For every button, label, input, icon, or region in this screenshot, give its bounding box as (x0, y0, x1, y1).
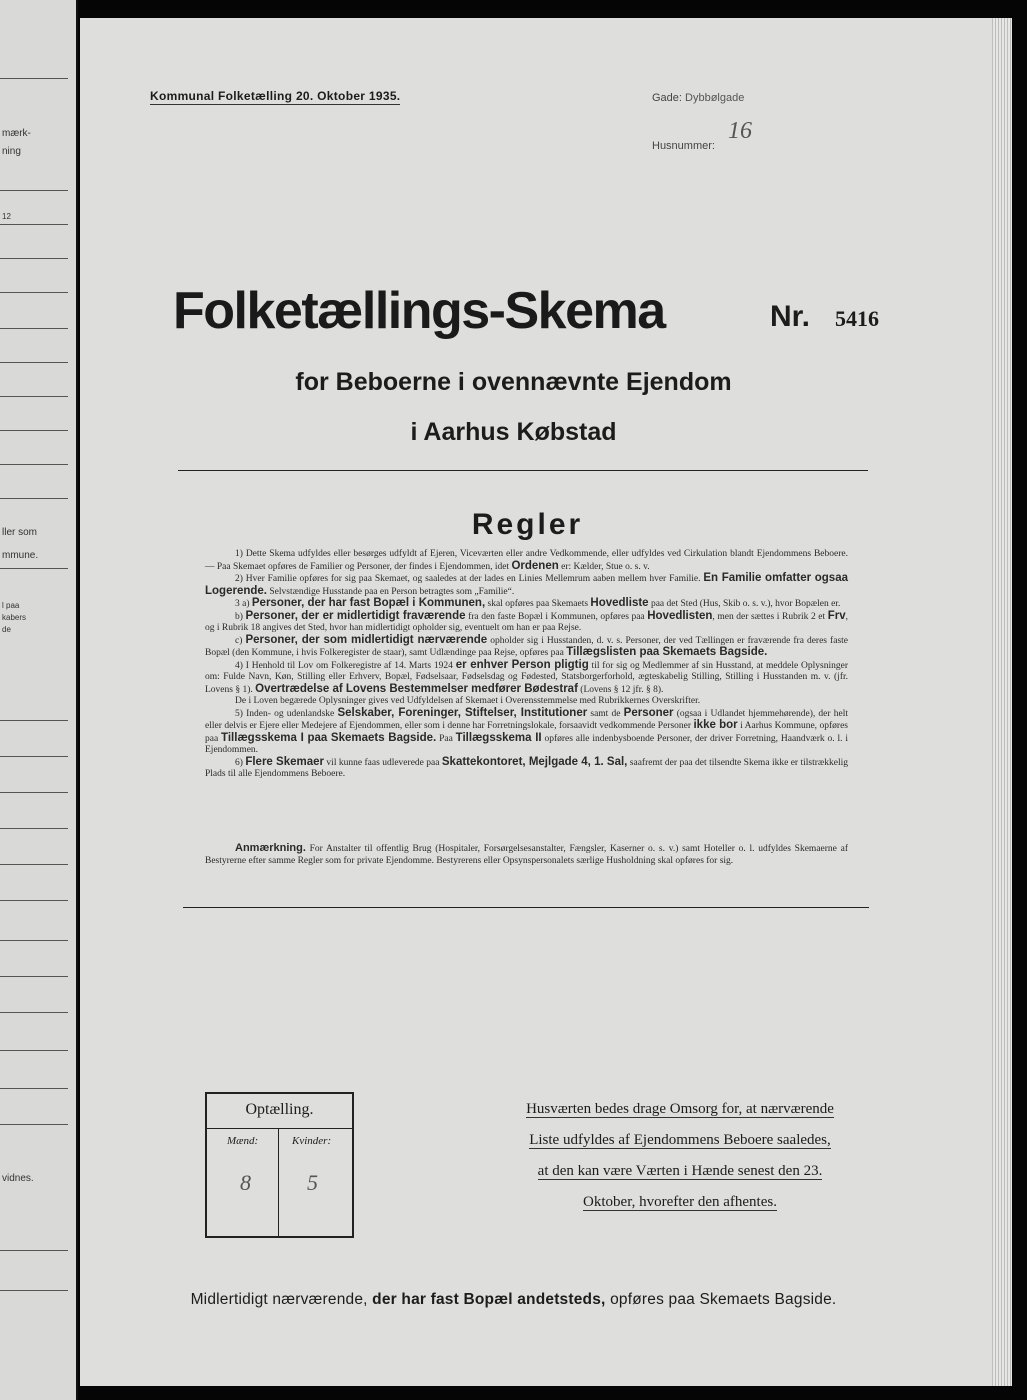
divider (0, 1124, 68, 1125)
left-fragment-text: ning (2, 146, 21, 157)
left-fragment-text: mmune. (2, 550, 39, 561)
divider (0, 328, 68, 329)
divider (0, 720, 68, 721)
men-count: 8 (240, 1170, 251, 1195)
rule-3b: b) Personer, der er midlertidigt fraværende fra den faste Bopæl i Kommunen, opføres paa Hovedlisten, men der sættes i Rubrik 2 et Frv, og i Rubrik 18 angives det Sted, hvor han midlertidigt opholder sig, eventuelt om han er paa Rejse. (205, 609, 848, 633)
census-header: Kommunal Folketælling 20. Oktober 1935. (150, 89, 401, 103)
form-number-value: 5416 (835, 306, 879, 331)
count-title: Optælling. (245, 1101, 314, 1118)
remark-text (205, 843, 848, 867)
left-fragment-text: ller som (2, 527, 38, 538)
divider (0, 568, 68, 569)
divider (183, 907, 869, 908)
rule-5: 5) Inden- og udenlandske Selskaber, Foreninger, Stiftelser, Institutioner samt de Personer (ogsaa i Udlandet hjemmehørende), der helt eller delvis er Ejere eller Medejere af Ejendommen, eller som i denne har Forretningslokale, forsaavidt vedkommende Personer ikke bor i Aarhus Kommune, opføres paa Tillægsskema I paa Skemaets Bagside. Paa Tillægsskema II opføres alle indenbysboende Personer, der driver Forretning, Haandværk o. l. i Ejendommen. (205, 706, 848, 755)
divider (0, 258, 68, 259)
divider (0, 1250, 68, 1251)
left-fragment-text: 12 (2, 212, 11, 221)
divider (278, 1128, 279, 1236)
rules-text (205, 549, 848, 781)
men-label: Mænd: (227, 1135, 259, 1147)
divider (0, 1012, 68, 1013)
left-fragment-text: mærk- (2, 128, 31, 139)
divider (0, 464, 68, 465)
divider (178, 470, 868, 471)
rules-heading: Regler (471, 508, 584, 541)
notice-line: Husværten bedes drage Omsorg for, at nærværende (526, 1101, 834, 1117)
notice-line: Liste udfyldes af Ejendommens Beboere saaledes, (529, 1132, 831, 1148)
divider (0, 190, 68, 191)
left-fragment-text: de (2, 625, 11, 634)
women-label: Kvinder: (292, 1135, 332, 1147)
divider (207, 1128, 352, 1129)
divider (0, 828, 68, 829)
women-count: 5 (307, 1170, 318, 1195)
divider (0, 940, 68, 941)
street-value: Dybbølgade (685, 92, 745, 104)
rule-4: 4) I Henhold til Lov om Folkeregistre af 14. Marts 1924 er enhver Person pligtig til for sig og Medlemmer af sin Husstand, at meddele Oplysninger om: Fulde Navn, Køn, Stilling eller Erhverv, Bopæl, Fødselsaar, Fødselsdag og Fødested, Statsborgerforhold, ægteskabelig Stilling, Stilling i Husstanden m. v. (jfr. Lovens § 1). Overtrædelse af Lovens Bestemmelser medfører Bødestraf (Lovens § 12 jfr. § 8). (205, 658, 848, 695)
form-subtitle: for Beboerne i ovennævnte Ejendom (295, 368, 732, 396)
rule-6: 6) Flere Skemaer vil kunne faas udleverede paa Skattekontoret, Mejlgade 4, 1. Sal, saafremt der paa det tilsendte Skema ikke er tilstrækkelig Plads til alle Ejendommens Beboere. (205, 755, 849, 779)
rule-3a: 3 a) Personer, der har fast Bopæl i Kommunen, skal opføres paa Skemaets Hovedliste paa det Sted (Hus, Skib o. s. v.), hvor Bopælen er. (235, 597, 841, 609)
notice-line: Oktober, hvorefter den afhentes. (583, 1194, 777, 1210)
divider (0, 292, 68, 293)
divider (0, 900, 68, 901)
divider (0, 864, 68, 865)
rule-2: 2) Hver Familie opføres for sig paa Skemaet, og saaledes at der lades en Linies Mellemrum aaben mellem hver Familie. En Familie omfatter ogsaa Logerende. Selvstændige Husstande paa en Person betragtes som „Familie“. (205, 572, 848, 597)
left-fragment-text: vidnes. (2, 1173, 34, 1184)
house-number-value: 16 (728, 118, 752, 144)
divider (0, 362, 68, 363)
landlord-notice (512, 1094, 848, 1218)
page-stack-edge (992, 18, 1012, 1386)
divider (0, 976, 68, 977)
form-location: i Aarhus Købstad (410, 418, 617, 446)
remark-body: For Anstalter til offentlig Brug (Hospitaler, Forsørgelsesanstalter, Fængsler, Kaserner o. s. v.) samt Hoteller o. l. udfyldes Skemaerne af Bestyrerne efter samme Regler som for private Ejendomme. Bestyrerens eller Opsynspersonalets særlige Husholdning skal opføres for sig. (205, 844, 848, 866)
rule-3c: c) Personer, der som midlertidigt nærværende opholder sig i Husstanden, d. v. s. Personer, der ved Tællingen er fraværende fra deres faste Bopæl (den Kommune, i hvis Folkeregister de staar), samt Udlændinge paa Rejse, opføres paa Tillægslisten paa Skemaets Bagside. (205, 633, 848, 658)
rule-1: 1) Dette Skema udfyldes eller besørges udfyldt af Ejeren, Viceværten eller andre Vedkommende, eller udfyldes ved Cirkulation blandt Ejendommens Beboere. — Paa Skemaet opføres de Familier og Personer, der findes i Ejendommen, idet Ordenen er: Kælder, Stue o. s. v. (205, 549, 848, 572)
rule-4b: De i Loven begærede Oplysninger gives ved Udfyldelsen af Skemaet i Overensstemmelse med Rubrikkernes Overskrifter. (235, 696, 701, 706)
form-number-label: Nr. (770, 300, 811, 333)
remark-label: Anmærkning. (235, 842, 306, 854)
divider (0, 1088, 68, 1089)
divider (0, 1050, 68, 1051)
footer-note: Midlertidigt nærværende, der har fast Bopæl andetsteds, opføres paa Skemaets Bagside. (190, 1291, 837, 1308)
street-label: Gade: (652, 92, 682, 104)
divider (0, 224, 68, 225)
street-field (652, 92, 744, 104)
notice-line: at den kan være Værten i Hænde senest den 23. (537, 1163, 823, 1179)
divider (0, 792, 68, 793)
house-number-label: Husnummer: (652, 140, 715, 152)
left-fragment-text: kabers (2, 613, 27, 622)
left-fragment-text: l paa (2, 601, 20, 610)
divider (0, 756, 68, 757)
form-title: Folketællings-Skema (173, 282, 665, 340)
count-box (205, 1092, 354, 1238)
left-page-fragment (0, 0, 78, 1400)
divider (0, 498, 68, 499)
divider (0, 78, 68, 79)
